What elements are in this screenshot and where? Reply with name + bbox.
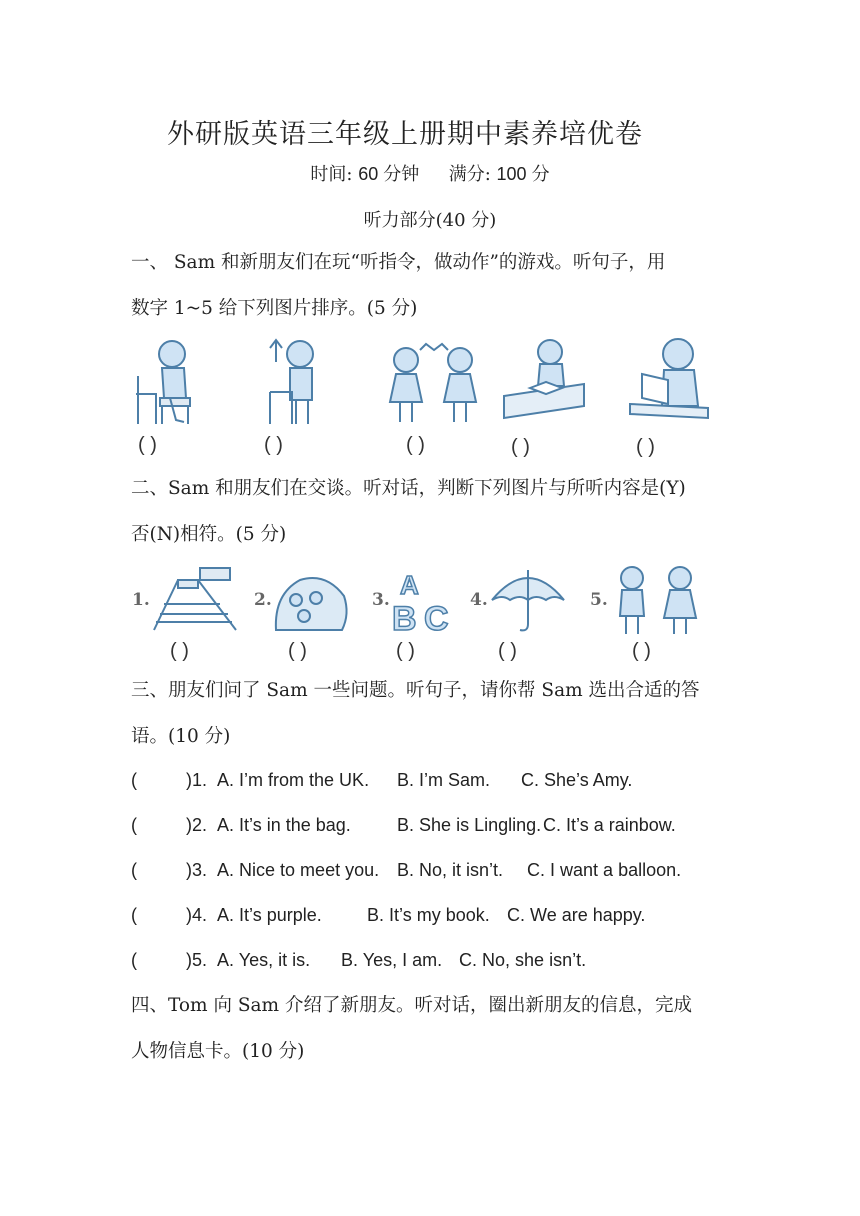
option-c: C. We are happy. xyxy=(507,905,646,925)
time-value: 60 分钟 xyxy=(358,164,420,184)
section-3-line-2: 语。(10 分) xyxy=(131,726,231,747)
answer-paren[interactable]: ( xyxy=(131,905,137,925)
question-row-5 xyxy=(131,950,586,971)
picture-boy-opening-book xyxy=(502,336,586,426)
option-b: B. She is Lingling. xyxy=(397,815,542,835)
option-a: A. I’m from the UK. xyxy=(217,770,370,790)
time-label: 时间: xyxy=(310,164,353,185)
item-number-2-5: 5. xyxy=(590,590,608,610)
answer-bracket-1-2[interactable]: ( ) xyxy=(264,434,283,456)
letter-c: C xyxy=(424,600,449,638)
picture-playground-slide xyxy=(150,564,240,634)
section-3-line-1: 三、朋友们问了 Sam 一些问题。听句子，请你帮 Sam 选出合适的答 xyxy=(131,680,700,701)
letter-a: A xyxy=(400,570,419,600)
option-a: A. Yes, it is. xyxy=(217,950,311,970)
section-1-line-2: 数字 1~5 给下列图片排序。(5 分) xyxy=(131,298,418,319)
option-a: A. It’s in the bag. xyxy=(217,815,351,835)
question-number: )3. xyxy=(186,860,208,880)
answer-bracket-1-1[interactable]: ( ) xyxy=(138,434,157,456)
question-number: )4. xyxy=(186,905,208,925)
section-1-line-1: 一、 Sam 和新朋友们在玩“听指令，做动作”的游戏。听句子，用 xyxy=(131,252,666,273)
question-number: )1. xyxy=(186,770,208,790)
picture-abc-letters xyxy=(388,566,460,636)
question-number: )5. xyxy=(186,950,208,970)
umbrella-icon xyxy=(488,564,568,636)
answer-bracket-2-1[interactable]: ( ) xyxy=(170,640,189,662)
question-row-1 xyxy=(131,770,632,791)
answer-bracket-1-4[interactable]: ( ) xyxy=(511,436,530,458)
answer-paren[interactable]: ( xyxy=(131,860,137,880)
option-a: A. It’s purple. xyxy=(217,905,322,925)
item-number-2-1: 1. xyxy=(132,590,150,610)
question-number: )2. xyxy=(186,815,208,835)
question-row-3 xyxy=(131,860,681,881)
answer-bracket-2-3[interactable]: ( ) xyxy=(396,640,415,662)
option-b: B. Yes, I am. xyxy=(341,950,443,970)
option-c: C. No, she isn’t. xyxy=(459,950,587,970)
section-4-line-1: 四、Tom 向 Sam 介绍了新朋友。听对话，圈出新朋友的信息，完成 xyxy=(131,995,692,1016)
picture-boy-reading-book xyxy=(628,334,712,426)
option-b: B. I’m Sam. xyxy=(397,770,491,790)
section-2-line-1: 二、Sam 和朋友们在交谈。听对话，判断下列图片与所听内容是(Y) xyxy=(131,478,686,499)
answer-bracket-2-2[interactable]: ( ) xyxy=(288,640,307,662)
option-b: B. No, it isn’t. xyxy=(397,860,504,880)
picture-boy-standing-up xyxy=(262,336,330,426)
answer-bracket-2-5[interactable]: ( ) xyxy=(632,640,651,662)
answer-bracket-1-5[interactable]: ( ) xyxy=(636,436,655,458)
listening-header: 听力部分(40 分) xyxy=(363,210,497,231)
picture-children-in-snow xyxy=(270,570,350,636)
score-value: 100 分 xyxy=(496,164,550,184)
section-4-line-2: 人物信息卡。(10 分) xyxy=(131,1041,305,1062)
section-4-instructions xyxy=(131,983,741,1075)
picture-boy-sitting-down xyxy=(132,336,200,426)
exam-meta xyxy=(0,160,860,186)
section-3-instructions xyxy=(131,668,741,760)
option-c: C. She’s Amy. xyxy=(521,770,633,790)
answer-paren[interactable]: ( xyxy=(131,815,137,835)
page-title: 外研版英语三年级上册期中素养培优卷 xyxy=(167,119,643,150)
section-2-line-2: 否(N)相符。(5 分) xyxy=(131,524,287,545)
letter-b: B xyxy=(392,600,417,638)
item-number-2-2: 2. xyxy=(254,590,272,610)
question-row-4 xyxy=(131,905,645,926)
section-1-instructions xyxy=(131,240,741,332)
answer-bracket-1-3[interactable]: ( ) xyxy=(406,434,425,456)
answer-paren[interactable]: ( xyxy=(131,770,137,790)
option-c: C. It’s a rainbow. xyxy=(543,815,676,835)
answer-bracket-2-4[interactable]: ( ) xyxy=(498,640,517,662)
section-2-instructions xyxy=(131,466,741,558)
question-row-2 xyxy=(131,815,676,836)
score-label: 满分: xyxy=(448,164,491,185)
answer-paren[interactable]: ( xyxy=(131,950,137,970)
option-c: C. I want a balloon. xyxy=(527,860,682,880)
picture-two-girls-greeting xyxy=(376,340,494,426)
item-number-2-3: 3. xyxy=(372,590,390,610)
picture-boy-and-girl xyxy=(608,564,704,636)
item-number-2-4: 4. xyxy=(470,590,488,610)
option-a: A. Nice to meet you. xyxy=(217,860,380,880)
option-b: B. It’s my book. xyxy=(367,905,490,925)
